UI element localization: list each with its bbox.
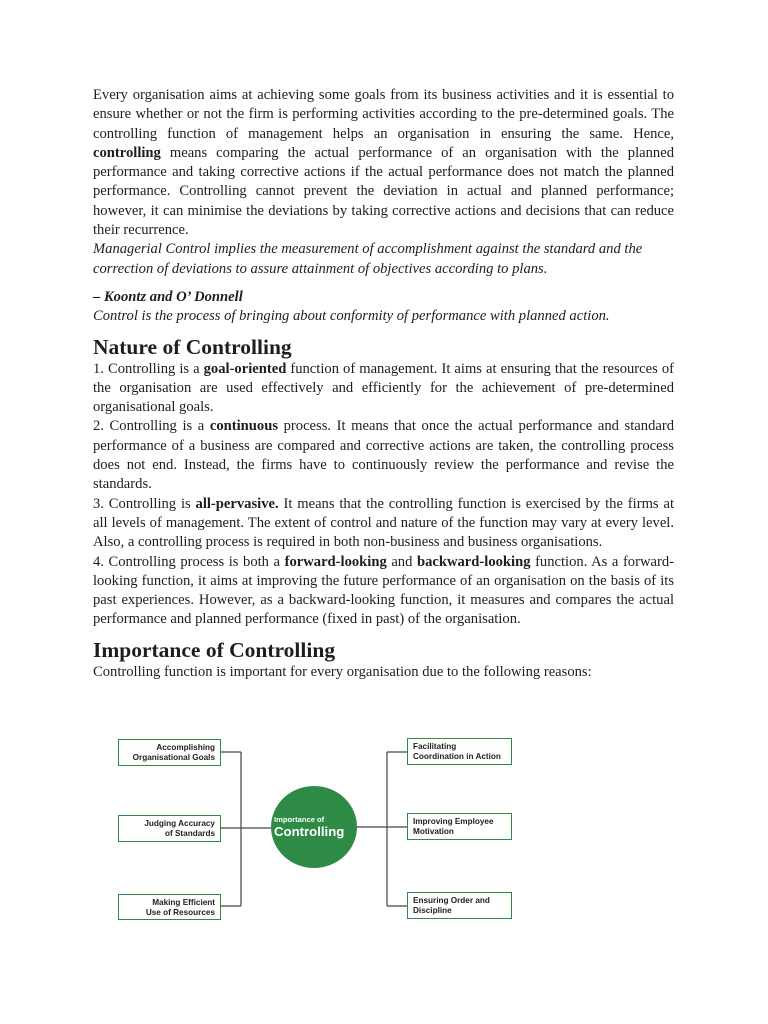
- nature-point-3: 3. Controlling is all-pervasive. It means that the controlling function is exercised by the firms at all levels of management. The extent of control and nature of the function may vary at every level. Also, a controlling process is required in both non-business and business organisations.: [93, 495, 674, 551]
- nature-point-4: 4. Controlling process is both a forward-looking and backward-looking function. As a forward-looking function, it aims at improving the future performance of an organisation on the basis of its past experiences. However, as a backward-looking function, it measures and compares the actual performance and planned performance (fixed in past) of the organisation.: [93, 553, 674, 628]
- nature-heading: Nature of Controlling: [93, 334, 292, 359]
- importance-intro: Controlling function is important for every organisation due to the following reasons:: [93, 663, 592, 680]
- center-node-controlling: Importance of Controlling: [271, 786, 357, 868]
- document-body: [93, 86, 674, 682]
- intro-paragraph: Every organisation aims at achieving some goals from its business activities and it is essential to ensure whether or not the firm is performing activities according to the pre-determined goals. The controlling function of management helps an organisation in ensuring the same. Hence, controlling means comparing the actual performance of an organisation with the planned performance and taking corrective actions if the actual performance does not match the planned performance. Controlling cannot prevent the deviation in actual and planned performance; however, it can minimise the deviations by taking corrective actions and decisions that can reduce their recurrence.: [93, 87, 674, 239]
- term-controlling: controlling: [93, 144, 161, 161]
- node-efficient-resources: Making Efficient Use of Resources: [118, 894, 221, 920]
- nature-point-2: 2. Controlling is a continuous process. It means that once the actual performance and standard performance of a business are compared and corrective actions are taken, the controlling process does not end. Instead, the firms have to continuously review the performance and revise the standards.: [93, 418, 674, 493]
- node-judging-accuracy: Judging Accuracy of Standards: [118, 815, 221, 842]
- importance-mindmap: [100, 728, 540, 928]
- node-order-discipline: Ensuring Order and Discipline: [407, 892, 512, 919]
- node-employee-motivation: Improving Employee Motivation: [407, 813, 512, 840]
- quote-author: – Koontz and O’ Donnell: [93, 288, 243, 305]
- node-accomplishing-goals: Accomplishing Organisational Goals: [118, 739, 221, 766]
- node-facilitating-coordination: Facilitating Coordination in Action: [407, 738, 512, 765]
- importance-heading: Importance of Controlling: [93, 637, 336, 662]
- definition-quote-1: Managerial Control implies the measurement of accomplishment against the standard and the correction of deviations to assure attainment of objectives according to plans.: [93, 241, 643, 277]
- nature-point-1: 1. Controlling is a goal-oriented function of management. It aims at ensuring that the resources of the organisation are used effectively and efficiently for the achievement of pre-determined organisational goals.: [93, 360, 674, 416]
- definition-quote-2: Control is the process of bringing about conformity of performance with planned action.: [93, 308, 610, 325]
